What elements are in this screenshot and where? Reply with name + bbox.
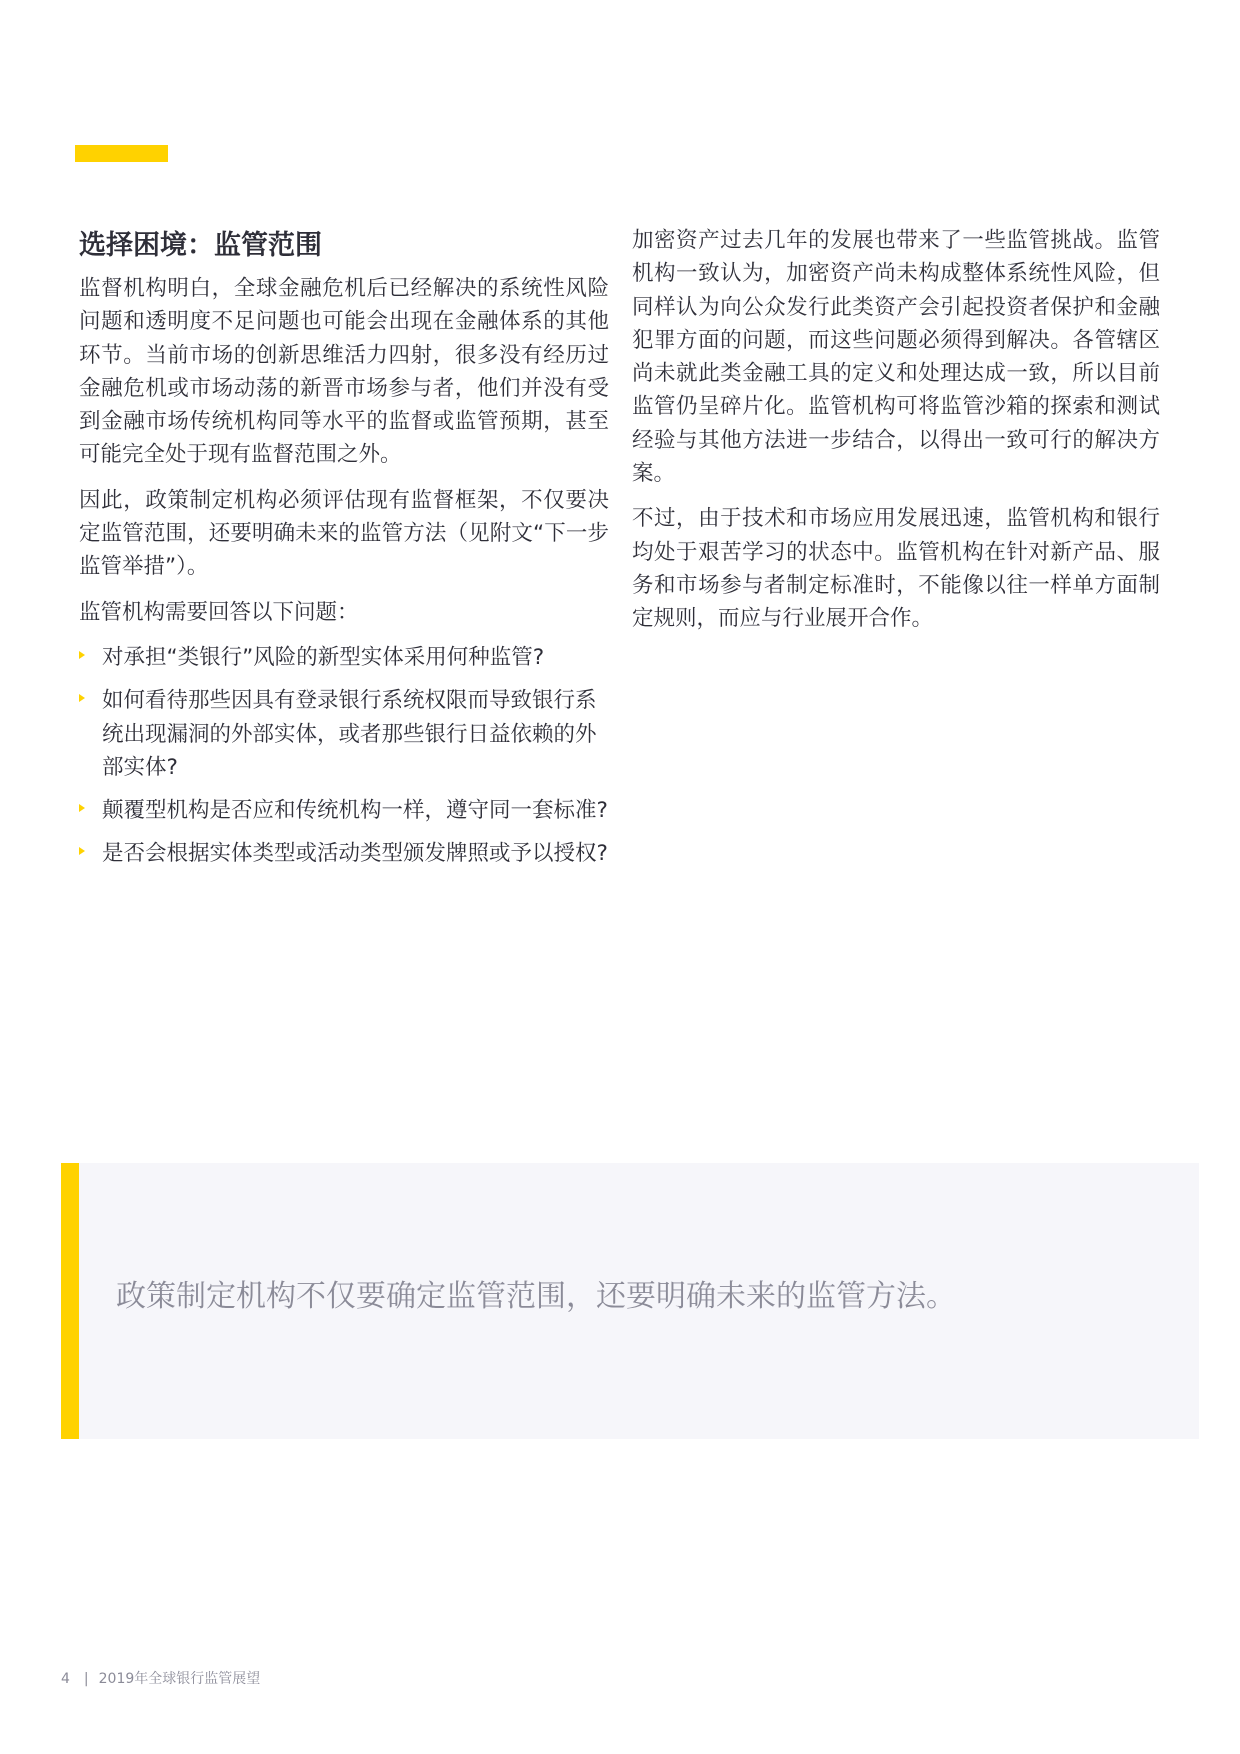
question-list [79,641,609,871]
question-text: 是否会根据实体类型或活动类型颁发牌照或予以授权? [102,841,608,867]
pull-quote-text: 政策制定机构不仅要确定监管范围，还要明确未来的监管方法。 [116,1279,956,1314]
triangle-bullet-icon [79,804,85,812]
paragraph-crypto-assets: 加密资产过去几年的发展也带来了一些监管挑战。监管机构一致认为，加密资产尚未构成整体系统性风险，但同样认为向公众发行此类资产会引起投资者保护和金融犯罪方面的问题，而这些问题必须得到解决。各管辖区尚未就此类金融工具的定义和处理达成一致，所以目前监管仍呈碎片化。监管机构可将监管沙箱的探索和测试经验与其他方法进一步结合，以得出一致可行的解决方案。 [632,228,1160,487]
question-text: 颠覆型机构是否应和传统机构一样，遵守同一套标准? [102,798,608,824]
paragraph-systemic-risk: 监督机构明白，全球金融危机后已经解决的系统性风险问题和透明度不足问题也可能会出现在金融体系的其他环节。当前市场的创新思维活力四射，很多没有经历过金融危机或市场动荡的新晋市场参与者，他们并没有受到金融市场传统机构同等水平的监督或监管预期，甚至可能完全处于现有监督范围之外。 [79,276,609,468]
question-text: 对承担“类银行”风险的新型实体采用何种监管? [102,644,545,670]
paragraph-collaboration: 不过，由于技术和市场应用发展迅速，监管机构和银行均处于艰苦学习的状态中。监管机构在针对新产品、服务和市场参与者制定标准时，不能像以往一样单方面制定规则，而应与行业展开合作。 [632,506,1160,632]
page-number: 4 [61,1671,70,1687]
callout-accent-bar [61,1163,79,1439]
section-heading: 选择困境：监管范围 [79,230,322,261]
left-column [79,226,609,881]
paragraph-policy-framework: 因此，政策制定机构必须评估现有监督框架，不仅要决定监管范围，还要明确未来的监管方法（见附文“下一步监管举措”）。 [79,487,609,580]
question-text: 如何看待那些因具有登录银行系统权限而导致银行系统出现漏洞的外部实体，或者那些银行日益依赖的外部实体? [102,688,597,780]
header-accent-bar [75,145,168,162]
page-footer [61,1668,260,1688]
footer-separator: | [83,1671,89,1687]
triangle-bullet-icon [79,847,85,855]
paragraph-questions-intro: 监管机构需要回答以下问题： [79,599,359,625]
list-item [79,684,609,784]
right-column [632,226,1160,648]
triangle-bullet-icon [79,651,85,659]
publication-title: 2019年全球银行监管展望 [98,1671,261,1687]
list-item [79,837,609,870]
list-item [79,641,609,674]
triangle-bullet-icon [79,694,85,702]
list-item [79,794,609,827]
pull-quote-callout [61,1163,1199,1439]
